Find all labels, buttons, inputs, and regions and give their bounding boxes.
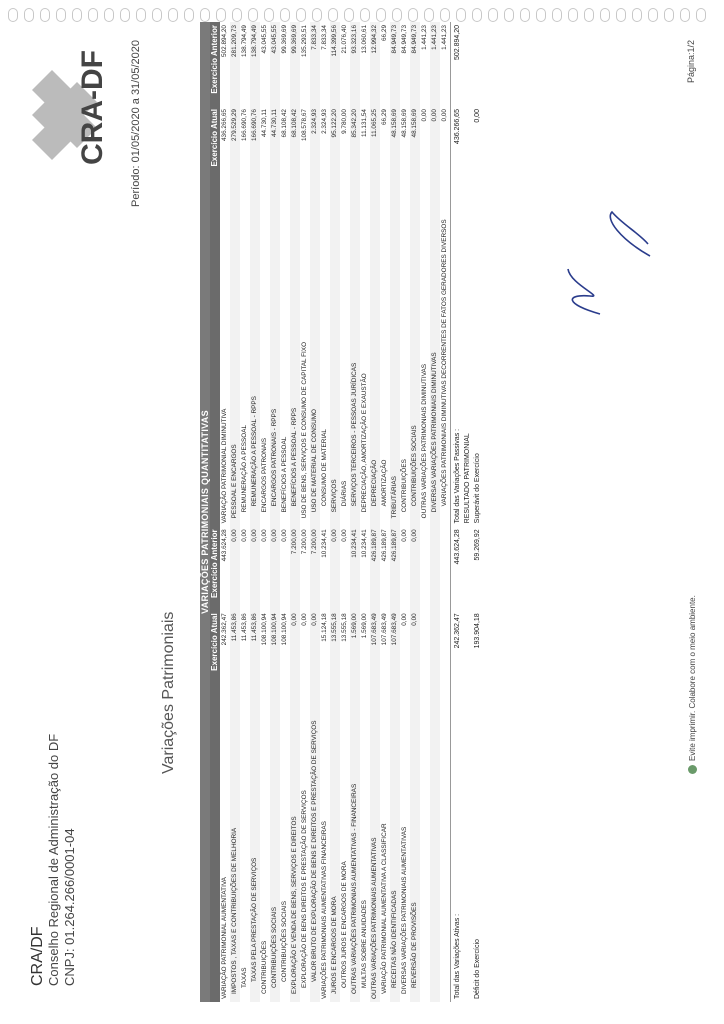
row-label-right: USO DE MATERIAL DE CONSUMO xyxy=(310,178,320,527)
eco-footer xyxy=(688,595,697,774)
row-label-right: VARIAÇÃO PATRIMONIAL DIMINUTIVA xyxy=(221,408,228,524)
row-anterior-left: 0,00 xyxy=(250,526,260,610)
table-row xyxy=(240,22,250,1002)
deficit-anterior: 59.269,92 xyxy=(473,526,483,610)
row-label-right: CONSUMO DE MATERIAL xyxy=(321,429,328,507)
row-anterior-right: 99.369,69 xyxy=(290,22,300,106)
row-label-left: TAXAS PELA PRESTAÇÃO DE SERVIÇOS xyxy=(250,682,260,1002)
row-label-left: CONTRIBUIÇÕES SOCIAIS xyxy=(270,682,280,1002)
row-label-left xyxy=(420,682,430,1002)
row-atual-left: 108.100,94 xyxy=(270,610,280,681)
row-atual-right: 166.690,76 xyxy=(241,109,248,142)
row-anterior-right: 84.949,73 xyxy=(410,22,420,106)
row-label-right: BENEFÍCIOS A PESSOAL xyxy=(281,436,288,513)
total-ativas-anterior: 443.624,28 xyxy=(451,526,464,610)
page-number: Página:1/2 xyxy=(686,40,696,84)
row-atual-left: 107.683,49 xyxy=(370,610,380,681)
period: Período: 01/05/2020 a 31/05/2020 xyxy=(130,40,142,207)
row-atual-left: 11.453,86 xyxy=(250,610,260,681)
row-atual-right: 66,29 xyxy=(381,109,388,126)
row-label-left: OUTRAS VARIAÇÕES PATRIMONIAIS AUMENTATIVAS - FINANCEIRAS xyxy=(350,682,360,1002)
row-anterior-right: 7.833,34 xyxy=(321,25,328,50)
row-label-right: SERVIÇOS TERCEIROS - PESSOAS JURÍDICAS xyxy=(350,178,360,527)
row-atual-right: 48.158,69 xyxy=(390,106,400,177)
row-atual-right: 0,00 xyxy=(441,109,448,122)
table-row xyxy=(260,22,270,1002)
table-row xyxy=(410,22,420,1002)
row-label-right: SERVIÇOS xyxy=(330,178,340,527)
row-atual-left xyxy=(440,610,451,681)
row-anterior-left: 0,00 xyxy=(261,529,268,542)
org-name: Conselho Regional de Administração do DF xyxy=(46,733,61,986)
row-atual-right: 44.730,11 xyxy=(261,109,268,137)
row-label-right: CONTRIBUIÇÕES xyxy=(401,459,408,513)
row-label-right: OUTRAS VARIAÇÕES PATRIMONIAIS DIMINUTIVAS xyxy=(421,363,428,519)
row-atual-right: 279.529,29 xyxy=(230,106,240,177)
row-label-left: MULTAS SOBRE ANUIDADES xyxy=(361,900,368,988)
row-label-right: AMORTIZAÇÃO xyxy=(381,459,388,507)
row-atual-right: 48.158,69 xyxy=(410,106,420,177)
row-atual-right: 48.158,69 xyxy=(401,109,408,138)
cnpj: CNPJ: 01.264.266/0001-04 xyxy=(62,828,77,986)
recycle-icon xyxy=(688,765,697,774)
row-anterior-right: 281.209,73 xyxy=(230,22,240,106)
row-anterior-left: 0,00 xyxy=(330,526,340,610)
superavit-atual: 0,00 xyxy=(473,106,483,177)
row-anterior-left: 426.189,87 xyxy=(390,526,400,610)
col-atual-right: Exercício Atual xyxy=(210,106,220,177)
row-label-left: CONTRIBUIÇÕES SOCIAIS xyxy=(281,901,288,982)
row-atual-left: 15.124,18 xyxy=(321,613,328,642)
table-row xyxy=(440,22,451,1002)
deficit-atual: 193.904,18 xyxy=(473,610,483,681)
row-atual-right: 2.324,93 xyxy=(321,109,328,134)
row-anterior-right: 502.894,20 xyxy=(221,25,228,57)
row-label-right: DIÁRIAS xyxy=(341,480,348,507)
row-label-right: BENEFÍCIOS A PESSOAL - RPPS xyxy=(290,178,300,527)
row-anterior-left: 7.200,00 xyxy=(310,526,320,610)
row-label-right: TRIBUTÁRIAS xyxy=(390,178,400,527)
row-label-left: OUTRAS VARIAÇÕES PATRIMONIAIS AUMENTATIVAS xyxy=(370,682,380,1002)
totals-row xyxy=(451,22,464,1002)
row-anterior-right: 43.045,55 xyxy=(261,25,268,54)
row-label-left: VARIAÇÕES PATRIMONIAIS AUMENTATIVAS FINANCEIRAS xyxy=(321,821,328,999)
row-label-right: REMUNERAÇÃO A PESSOAL xyxy=(241,424,248,513)
total-passivas-atual: 436.266,65 xyxy=(451,106,464,177)
row-label-right: USO DE BENS, SERVIÇOS E CONSUMO DE CAPITAL FIXO xyxy=(301,341,308,519)
eco-text: Evite imprimir. Colabore com o meio ambiente. xyxy=(688,595,697,761)
row-anterior-right: 138.794,49 xyxy=(241,25,248,57)
row-atual-right: 68.108,42 xyxy=(281,109,288,138)
row-anterior-left: 7.200,00 xyxy=(301,529,308,555)
row-label-left: VARIAÇÃO PATRIMONIAL AUMENTATIVA A CLASSIFICAR xyxy=(381,823,388,994)
table-row xyxy=(310,22,320,1002)
table-row xyxy=(320,22,330,1002)
row-anterior-right: 99.369,69 xyxy=(281,25,288,54)
row-label-right: DIVERSAS VARIAÇÕES PATRIMONIAIS DIMINUTIVAS xyxy=(430,178,440,527)
org-abbr: CRA/DF xyxy=(29,926,46,986)
table-row xyxy=(360,22,370,1002)
deficit-label: Déficit do Exercício xyxy=(473,682,483,1002)
row-label-left: TAXAS xyxy=(241,967,248,988)
row-atual-left: 108.100,94 xyxy=(281,613,288,646)
row-atual-left: 108.100,94 xyxy=(261,613,268,646)
row-label-left: RECEITAS NÃO IDENTIFICADAS xyxy=(390,682,400,1002)
table-row xyxy=(390,22,400,1002)
row-anterior-right: 138.794,49 xyxy=(250,22,260,106)
row-atual-left: 13.555,18 xyxy=(330,610,340,681)
row-anterior-left: 0,00 xyxy=(401,529,408,542)
row-label-right: ENCARGOS PATRONAIS xyxy=(261,437,268,513)
row-anterior-right: 7.833,34 xyxy=(310,22,320,106)
row-atual-right: 68.108,42 xyxy=(290,106,300,177)
handwritten-signature xyxy=(600,204,660,264)
org-header xyxy=(30,734,78,986)
row-atual-left xyxy=(430,610,440,681)
row-label-left: JUROS E ENCARGOS DE MORA xyxy=(330,682,340,1002)
row-label-left xyxy=(430,682,440,1002)
row-atual-left: 0,00 xyxy=(310,610,320,681)
total-ativas-label: Total das Variações Ativas : xyxy=(451,682,464,1002)
table-row xyxy=(400,22,410,1002)
row-label-left: DIVERSAS VARIAÇÕES PATRIMONIAIS AUMENTATIVAS xyxy=(401,826,408,994)
row-anterior-left xyxy=(420,526,430,610)
row-atual-right: 108.578,67 xyxy=(301,109,308,142)
total-passivas-label: Total das Variações Passivas : xyxy=(451,178,464,527)
row-anterior-right: 66,29 xyxy=(381,25,388,41)
row-label-left: EXPLORAÇÃO DE BENS DIREITOS E PRESTAÇÃO DE SERVIÇOS xyxy=(301,790,308,988)
row-atual-left: 0,00 xyxy=(401,613,408,626)
variations-table xyxy=(200,22,483,1002)
table-row xyxy=(340,22,350,1002)
row-label-left: OUTROS JUROS E ENCARGOS DE MORA xyxy=(341,861,348,988)
row-atual-right: 0,00 xyxy=(430,106,440,177)
col-anterior-right: Exercício Anterior xyxy=(210,22,220,106)
row-anterior-left: 0,00 xyxy=(410,526,420,610)
table-row xyxy=(220,22,230,1002)
row-atual-left: 1.569,00 xyxy=(350,610,360,681)
table-row xyxy=(270,22,280,1002)
row-anterior-right: 12.994,32 xyxy=(370,22,380,106)
row-anterior-left: 0,00 xyxy=(241,529,248,542)
col-anterior-left: Exercício Anterior xyxy=(210,526,220,610)
row-anterior-right: 1.441,23 xyxy=(430,22,440,106)
table-band-title: VARIAÇÕES PATRIMONIAIS QUANTITATIVAS xyxy=(200,22,210,1002)
row-anterior-right: 84.949,73 xyxy=(390,22,400,106)
row-label-right: ENCARGOS PATRONAIS - RPPS xyxy=(270,178,280,527)
total-passivas-anterior: 502.894,20 xyxy=(451,22,464,106)
row-atual-right: 44.730,11 xyxy=(270,106,280,177)
row-anterior-left: 0,00 xyxy=(270,526,280,610)
superavit-label: Superávit do Exercício xyxy=(473,178,483,527)
row-anterior-right: 135.293,51 xyxy=(301,25,308,57)
row-label-right: DEPRECIAÇÃO xyxy=(370,178,380,527)
row-label-right: VARIAÇÕES PATRIMONIAIS DIMINUTIVAS DECORRENTES DE FATOS GERADORES DIVERSOS xyxy=(441,219,448,507)
row-label-left: REVERSÃO DE PROVISÕES xyxy=(410,682,420,1002)
row-anterior-right: 114.399,56 xyxy=(330,22,340,106)
row-anterior-left: 10.234,41 xyxy=(361,529,368,558)
row-anterior-left: 426.189,87 xyxy=(381,529,388,562)
col-atual-left: Exercício Atual xyxy=(210,610,220,681)
table-row xyxy=(280,22,290,1002)
table-row xyxy=(380,22,390,1002)
row-atual-left: 11.453,86 xyxy=(241,613,248,642)
row-label-left: EXPLORAÇÃO E VENDA DE BENS, SERVIÇOS E DIREITOS xyxy=(290,682,300,1002)
row-label-left: VARIAÇÃO PATRIMONIAL AUMENTATIVA xyxy=(221,877,228,999)
row-atual-left: 242.362,47 xyxy=(221,613,228,646)
row-atual-right: 85.342,20 xyxy=(350,106,360,177)
row-anterior-right: 1.441,23 xyxy=(441,25,448,50)
resultado-row xyxy=(463,22,473,1002)
resultado-label: RESULTADO PATRIMONIAL xyxy=(463,178,473,527)
row-atual-right: 166.690,76 xyxy=(250,106,260,177)
row-atual-left: 1.569,00 xyxy=(361,613,368,639)
row-anterior-left: 0,00 xyxy=(341,529,348,542)
row-atual-left: 13.555,18 xyxy=(341,613,348,642)
deficit-row xyxy=(473,22,483,1002)
row-atual-right: 2.324,93 xyxy=(310,106,320,177)
row-anterior-left: 0,00 xyxy=(230,526,240,610)
row-atual-right: 95.122,20 xyxy=(330,106,340,177)
table-row xyxy=(330,22,340,1002)
table-row xyxy=(290,22,300,1002)
table-row xyxy=(420,22,430,1002)
row-atual-right: 11.131,54 xyxy=(361,109,368,137)
row-anterior-right: 1.441,23 xyxy=(421,25,428,50)
row-anterior-right: 84.949,73 xyxy=(401,25,408,54)
brand-logo-text: CRA-DF xyxy=(76,50,109,165)
handwritten-initials xyxy=(560,254,610,324)
row-anterior-left xyxy=(440,526,451,610)
row-label-left: CONTRIBUIÇÕES xyxy=(261,940,268,994)
table-row xyxy=(230,22,240,1002)
row-atual-right: 11.065,25 xyxy=(370,106,380,177)
row-anterior-left: 426.189,87 xyxy=(370,526,380,610)
row-label-right: REMUNERAÇÃO A PESSOAL - RPPS xyxy=(250,178,260,527)
table-row xyxy=(300,22,310,1002)
row-atual-left: 0,00 xyxy=(290,610,300,681)
row-atual-left: 11.453,86 xyxy=(230,610,240,681)
row-anterior-left: 10.234,41 xyxy=(350,526,360,610)
row-anterior-right: 13.060,61 xyxy=(361,25,368,54)
table-row xyxy=(350,22,360,1002)
table-row xyxy=(430,22,440,1002)
row-label-left: IMPOSTOS , TAXAS E CONTRIBUIÇÕES DE MELHORIA xyxy=(230,682,240,1002)
row-label-left xyxy=(440,682,451,1002)
row-anterior-left: 443.624,28 xyxy=(221,529,228,562)
table-row xyxy=(250,22,260,1002)
row-atual-left: 107.683,49 xyxy=(381,613,388,646)
row-atual-left: 0,00 xyxy=(301,613,308,626)
row-anterior-right: 43.045,55 xyxy=(270,22,280,106)
row-atual-left xyxy=(420,610,430,681)
row-anterior-left: 0,00 xyxy=(281,529,288,542)
row-atual-right: 9.780,00 xyxy=(341,109,348,134)
row-anterior-left: 10.234,41 xyxy=(321,529,328,558)
row-label-right: PESSOAL E ENCARGOS xyxy=(230,178,240,527)
row-atual-right: 0,00 xyxy=(421,109,428,122)
row-anterior-left: 7.200,00 xyxy=(290,526,300,610)
row-atual-left: 107.683,49 xyxy=(390,610,400,681)
table-row xyxy=(370,22,380,1002)
row-anterior-right: 93.323,16 xyxy=(350,22,360,106)
row-label-right: DEPRECIAÇÃO, AMORTIZAÇÃO E EXAUSTÃO xyxy=(361,373,368,513)
row-label-right: CONTRIBUIÇÕES SOCIAIS xyxy=(410,178,420,527)
row-atual-left: 0,00 xyxy=(410,610,420,681)
page-title: Variações Patrimoniais xyxy=(160,611,177,774)
row-label-left: VALOR BRUTO DE EXPLORAÇÃO DE BENS E DIREITOS E PRESTAÇÃO DE SERVIÇOS xyxy=(310,682,320,1002)
row-atual-right: 436.266,65 xyxy=(221,109,228,142)
total-ativas-atual: 242.362,47 xyxy=(451,610,464,681)
row-anterior-left xyxy=(430,526,440,610)
row-anterior-right: 21.076,40 xyxy=(341,25,348,54)
